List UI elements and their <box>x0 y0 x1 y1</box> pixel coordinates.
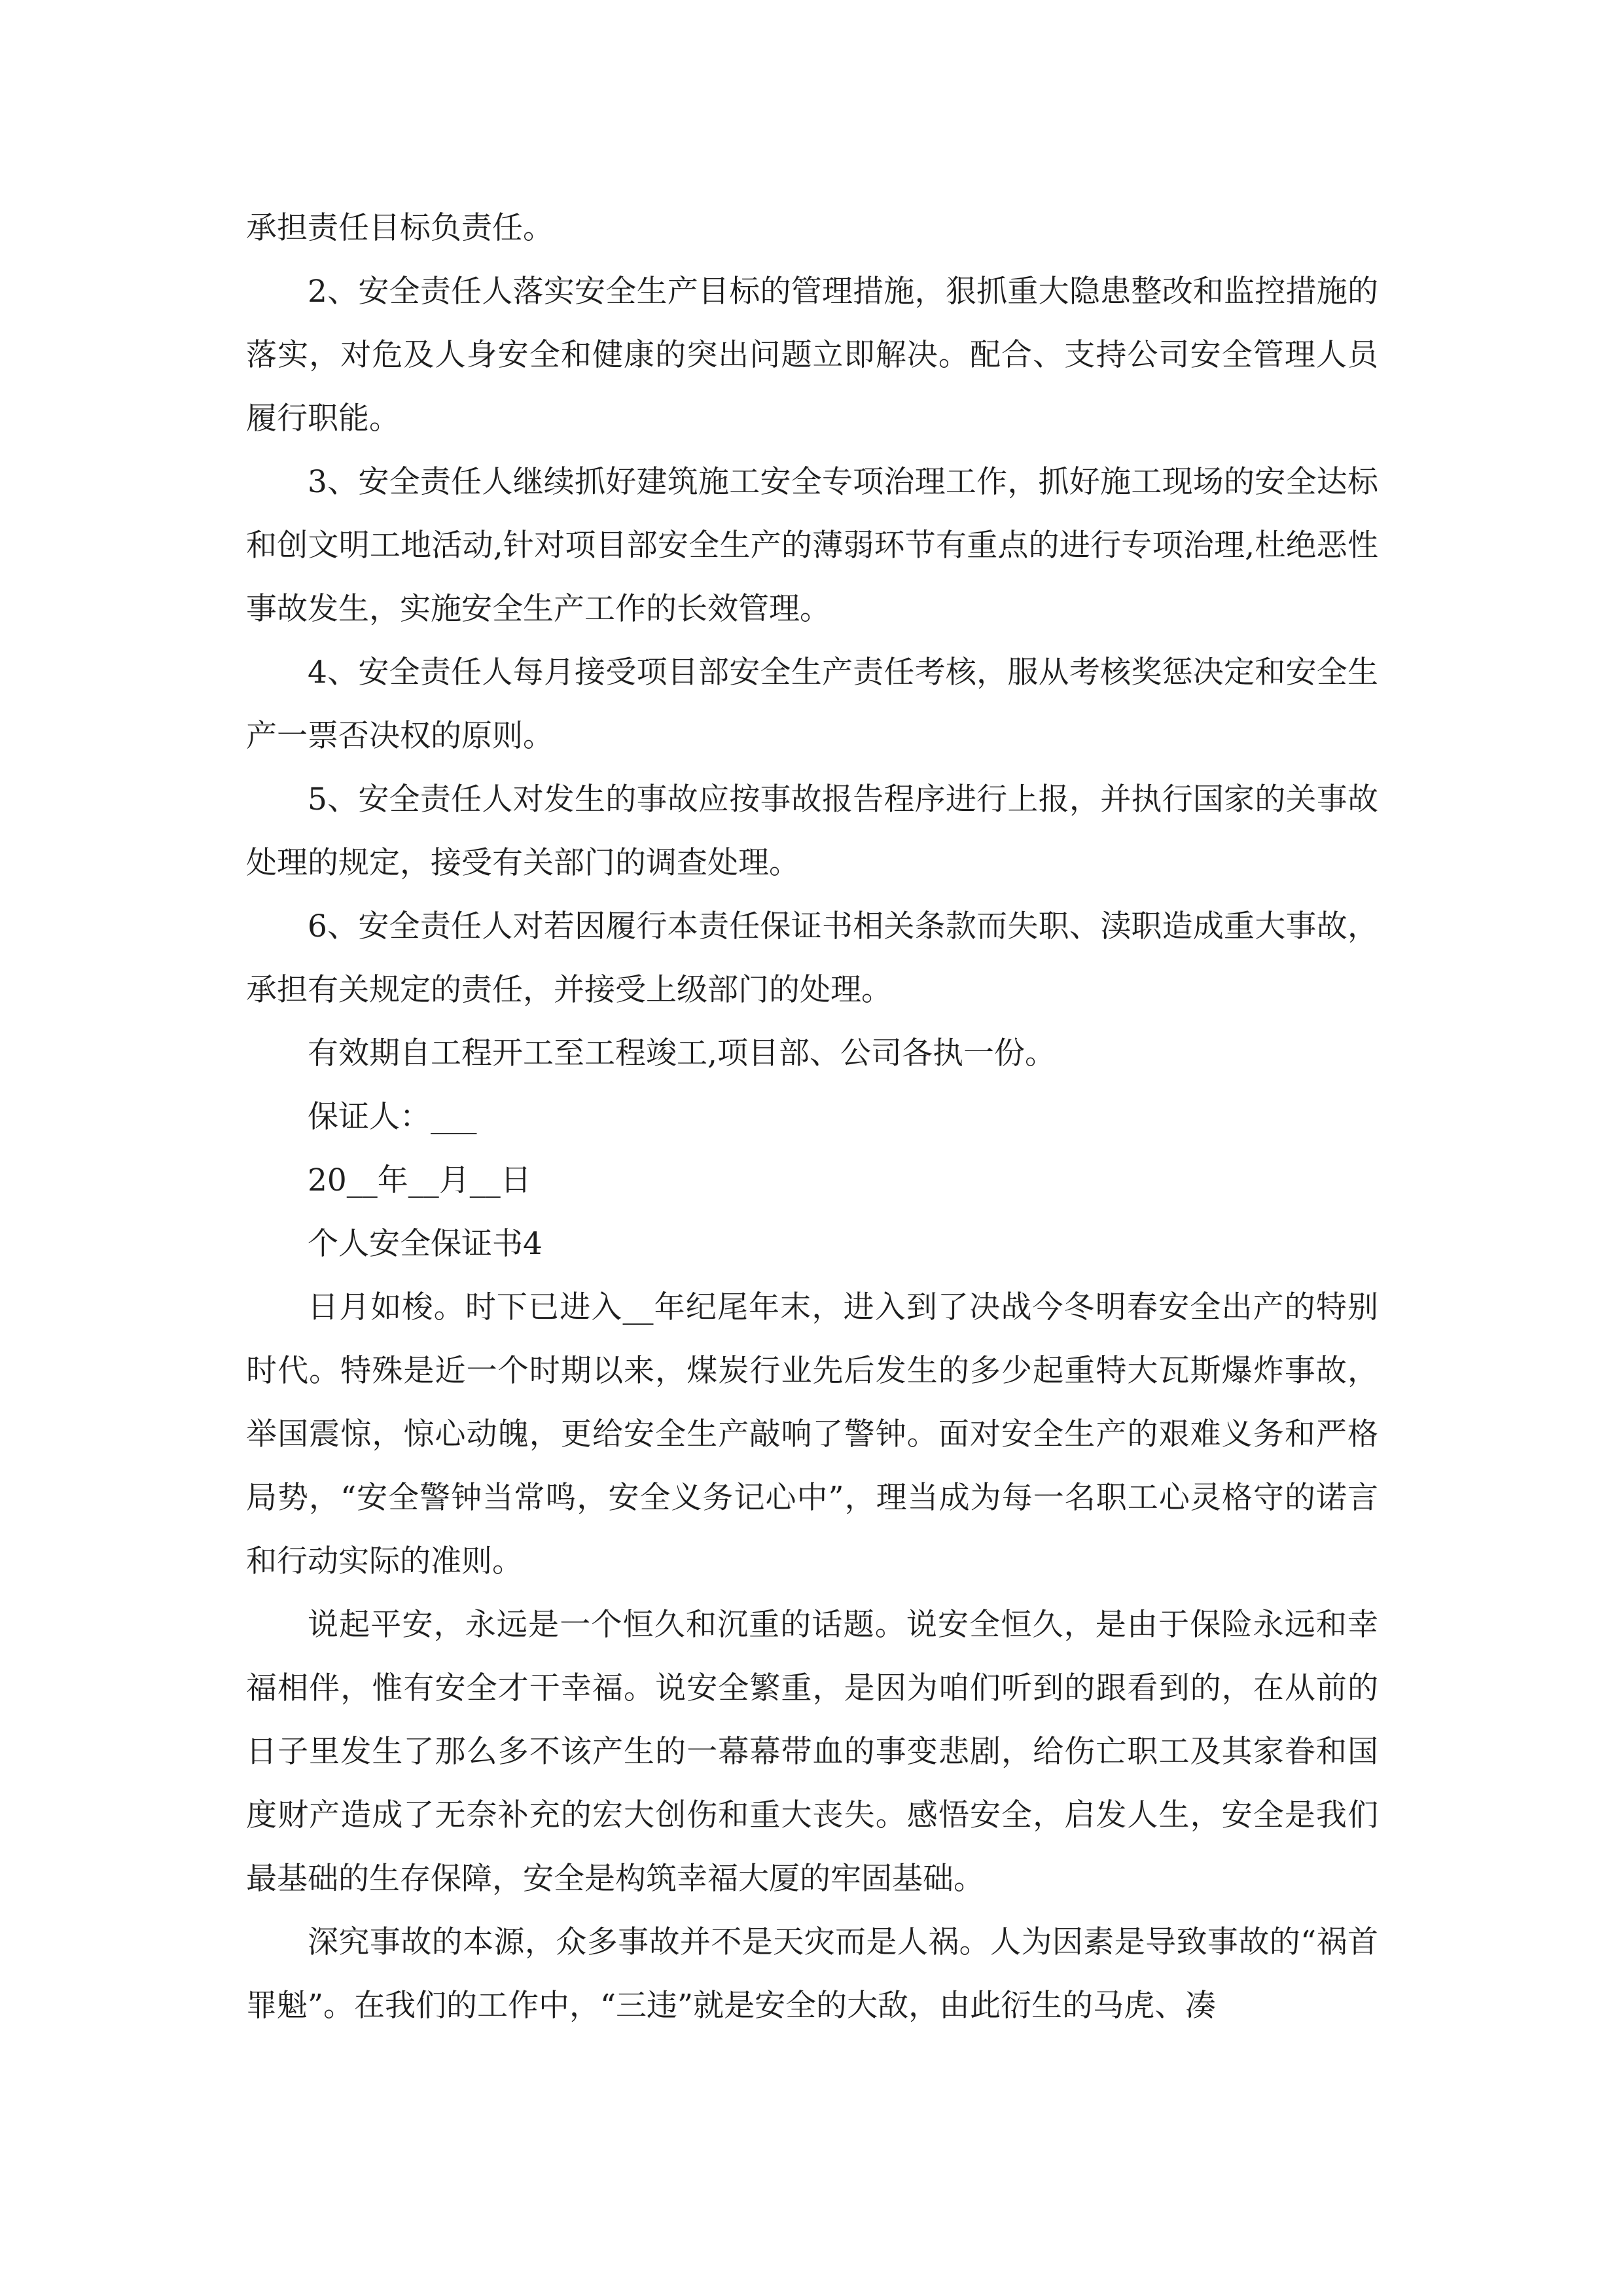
paragraph-item-4: 4、安全责任人每月接受项目部安全生产责任考核，服从考核奖惩决定和安全生产一票否决权的原则。 <box>246 655 1378 754</box>
paragraph-item-2: 2、安全责任人落实安全生产目标的管理措施，狠抓重大隐患整改和监控措施的落实，对危及人身安全和健康的突出问题立即解决。配合、支持公司安全管理人员履行职能。 <box>246 274 1378 437</box>
section-title: 个人安全保证书4 <box>308 1226 543 1262</box>
paragraph-accident-cause: 深究事故的本源，众多事故并不是天灾而是人祸。人为因素是导致事故的“祸首罪魁”。在我们的工作中，“三违”就是安全的大敌，由此衍生的马虎、凑 <box>246 1924 1378 2024</box>
paragraph-continued: 承担责任目标负责任。 <box>246 210 554 246</box>
paragraph-item-5: 5、安全责任人对发生的事故应按事故报告程序进行上报，并执行国家的关事故处理的规定，接受有关部门的调查处理。 <box>246 781 1378 881</box>
document-body <box>246 196 1378 2037</box>
paragraph-item-6: 6、安全责任人对若因履行本责任保证书相关条款而失职、渎职造成重大事故，承担有关规定的责任，并接受上级部门的处理。 <box>246 908 1378 1008</box>
paragraph-intro: 日月如梭。时下已进入__年纪尾年末，进入到了决战今冬明春安全出产的特别时代。特殊是近一个时期以来，煤炭行业先后发生的多少起重特大瓦斯爆炸事故，举国震惊，惊心动魄，更给安全生产敲响了警钟。面对安全生产的艰难义务和严格局势，“安全警钟当常鸣，安全义务记心中”，理当成为每一名职工心灵格守的诺言和行动实际的准则。 <box>246 1289 1378 1579</box>
date-line: 20__年__月__日 <box>308 1162 531 1198</box>
guarantor-line: 保证人：___ <box>308 1099 477 1135</box>
validity-statement: 有效期自工程开工至工程竣工,项目部、公司各执一份。 <box>308 1035 1056 1071</box>
paragraph-item-3: 3、安全责任人继续抓好建筑施工安全专项治理工作，抓好施工现场的安全达标和创文明工地活动,针对项目部安全生产的薄弱环节有重点的进行专项治理,杜绝恶性事故发生，实施安全生产工作的长效管理。 <box>246 464 1378 627</box>
paragraph-safety-topic: 说起平安，永远是一个恒久和沉重的话题。说安全恒久，是由于保险永远和幸福相伴，惟有安全才干幸福。说安全繁重，是因为咱们听到的跟看到的，在从前的日子里发生了那么多不该产生的一幕幕带血的事变悲剧，给伤亡职工及其家眷和国度财产造成了无奈补充的宏大创伤和重大丧失。感悟安全，启发人生，安全是我们最基础的生存保障，安全是构筑幸福大厦的牢固基础。 <box>246 1607 1378 1897</box>
